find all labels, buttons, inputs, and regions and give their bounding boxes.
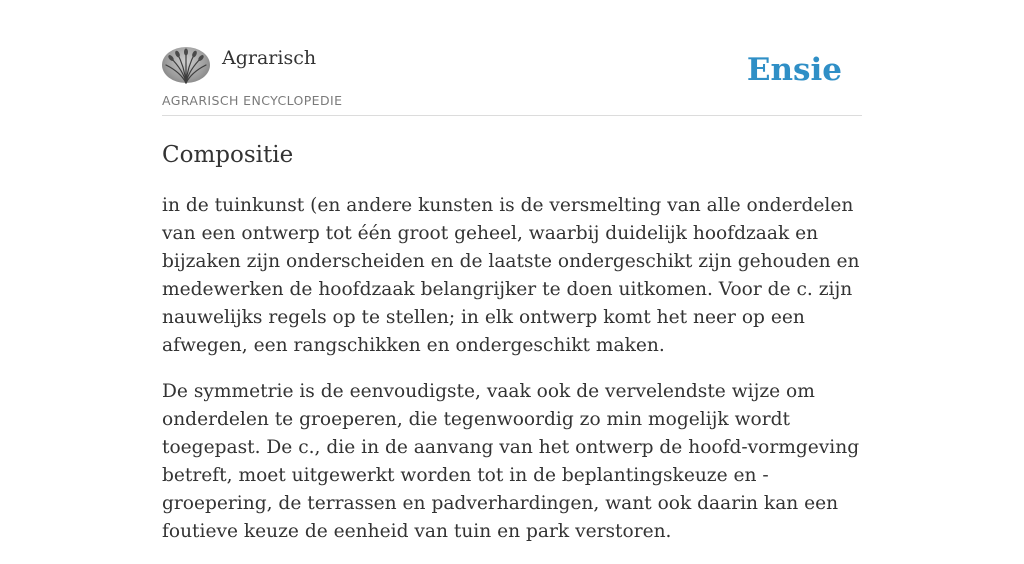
header [162, 44, 862, 116]
wheat-sheaf-icon[interactable] [162, 47, 210, 83]
book-title[interactable]: Agrarisch [222, 47, 317, 69]
brand-logo[interactable]: Ensie [746, 52, 842, 88]
article-paragraph-2: De symmetrie is de eenvoudigste, vaak ook de vervelendste wijze om onderdelen te groeperen, die tegenwoordig zo min mogelijk wordt toegepast. De c., die in de aanvang van het ontwerp de hoofd-vormgeving betreft, moet uitgewerkt worden tot in de beplantingskeuze en -groepering, de terrassen en padverhardingen, want ook daarin kan een foutieve keuze de eenheid van tuin en park verstoren. [162, 381, 860, 542]
book-subtitle[interactable]: AGRARISCH ENCYCLOPEDIE [162, 93, 343, 108]
article-body [162, 192, 862, 564]
article-paragraph-1: in de tuinkunst (en andere kunsten is de versmelting van alle onderdelen van een ontwerp tot één groot geheel, waarbij duidelijk hoofdzaak en bijzaken zijn onderscheiden en de laatste ondergeschikt zijn gehouden en medewerken de hoofdzaak belangrijker te doen uitkomen. Voor de c. zijn nauwelijks regels op te stellen; in elk ontwerp komt het neer op een afwegen, een rangschikken en ondergeschikt maken. [162, 195, 860, 356]
article-title: Compositie [162, 142, 294, 168]
